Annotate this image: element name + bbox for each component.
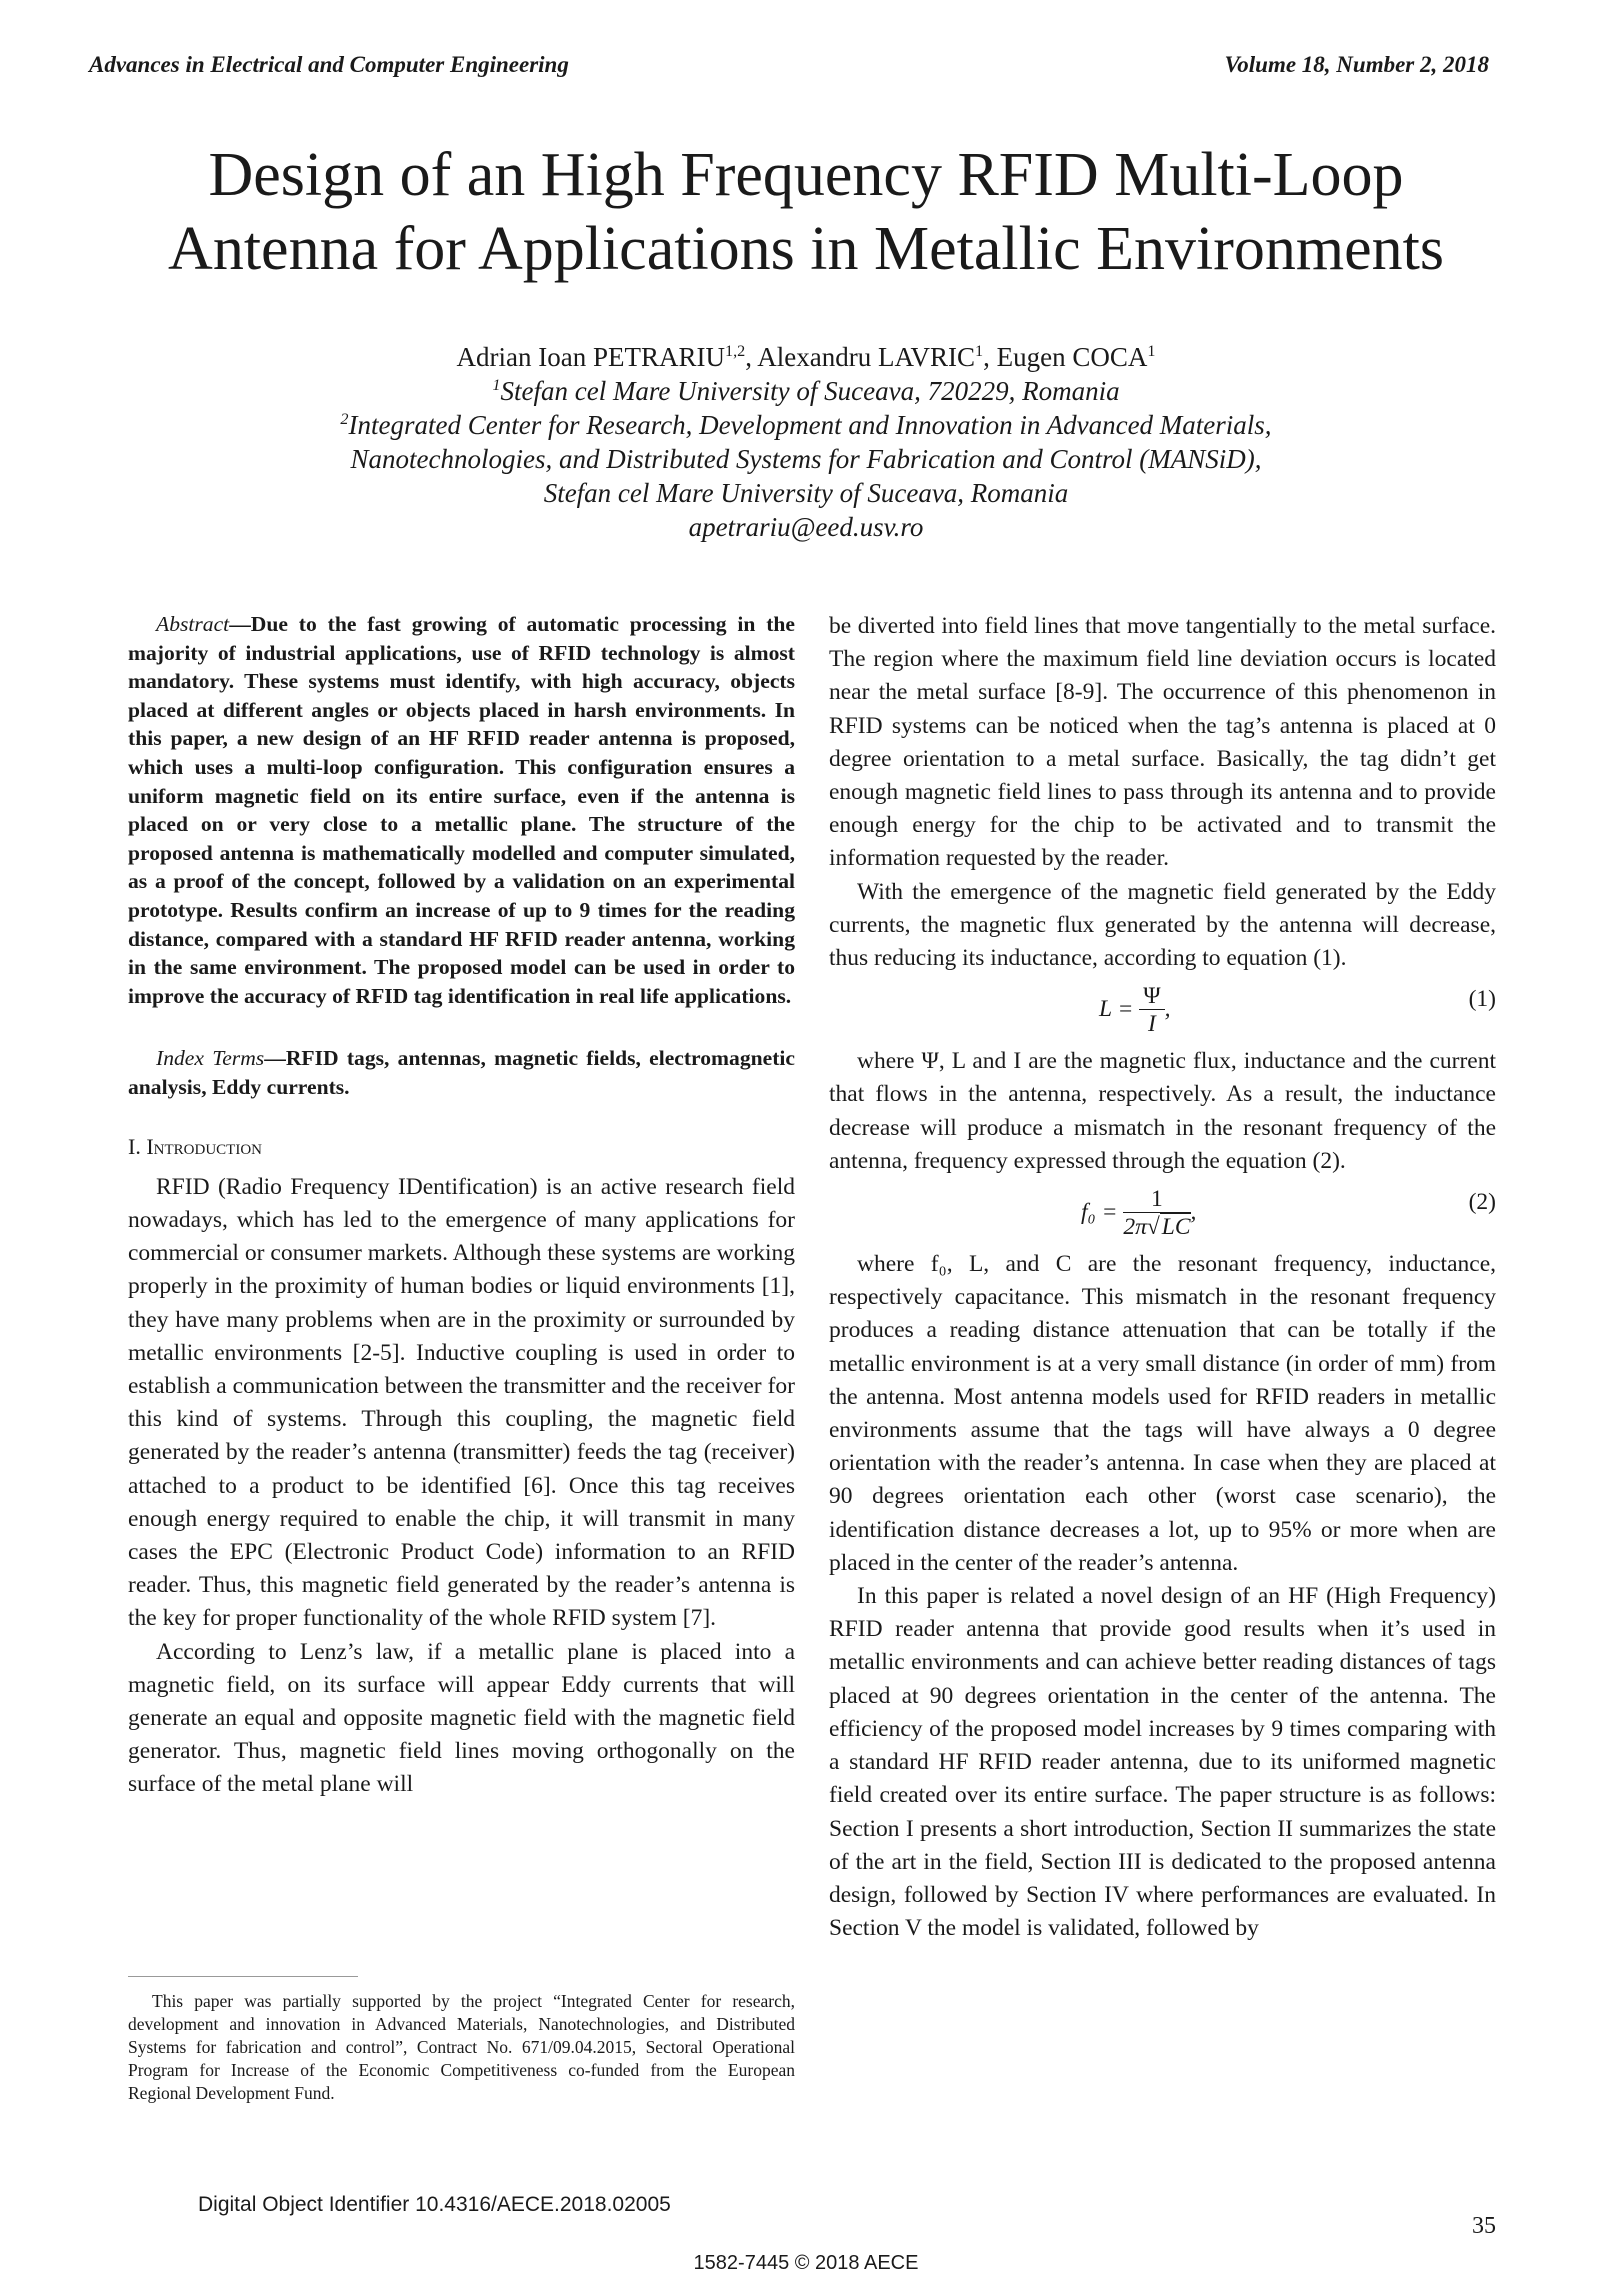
index-terms-text: —RFID tags, antennas, magnetic fields, electromagnetic analysis, Eddy currents. [128,1046,795,1099]
body-paragraph-2: With the emergence of the magnetic field generated by the Eddy currents, the magnetic flux generated by the antenna will decrease, thus reducing its inductance, according to equation (1). [829,878,1496,972]
page-number: 35 [1472,2213,1496,2239]
title-line-1: Design of an High Frequency RFID Multi-Loop [208,141,1404,209]
affiliation-2-line-2: Nanotechnologies, and Distributed Systems for Fabrication and Control (MANSiD), [350,444,1262,474]
equation-1-numerator: Ψ [1139,983,1164,1010]
equation-2 [829,1178,1496,1244]
equation-2-tail: , [1190,1198,1197,1225]
equation-2-numerator: 1 [1123,1186,1190,1213]
title-line-2: Antenna for Applications in Metallic Environments [168,215,1444,283]
equation-1-denominator: I [1148,1011,1156,1038]
section-number: I. [128,1133,141,1159]
volume-info: Volume 18, Number 2, 2018 [1224,52,1489,77]
author-email[interactable]: apetrariu@eed.usv.ro [688,512,924,542]
section-title: Introduction [146,1133,262,1159]
affiliation-1 [0,374,1612,408]
abstract [128,610,795,1010]
author-3: , Eugen COCA [983,342,1148,372]
intro-paragraph-2: According to Lenz’s law, if a metallic plane is placed into a magnetic field, on its surface will appear Eddy currents that will generate an equal and opposite magnetic field with the magnetic field generator. Thus, magnetic field lines moving orthogonally on the surface of the metal plane will [128,1638,795,1798]
affiliation-1-text: Stefan cel Mare University of Suceava, 720229, Romania [500,376,1120,406]
author-2: , Alexandru LAVRIC [745,342,975,372]
equation-1-tail: , [1164,996,1171,1023]
paper-title [0,138,1612,286]
body-paragraph-5: In this paper is related a novel design of an HF (High Frequency) RFID reader antenna that provide good results when it’s used in metallic environments and can achieve better reading distances of tags placed at 90 degrees orientation in the center of the antenna. The efficiency of the proposed model increases by 9 times comparing with a standard HF RFID reader antenna, due to its uniformed magnetic field created over its entire surface. The paper structure is as follows: Section I presents a short introduction, Section II summarizes the state of the art in the field, Section III is dedicated to the proposed antenna design, followed by Section IV where performances are evaluated. In Section V the model is validated, followed by [829,1583,1496,1942]
equation-2-fraction [1123,1186,1190,1241]
left-column [128,610,795,1802]
equation-2-den-prefix: 2π [1123,1214,1147,1241]
affiliation-2-line-1: Integrated Center for Research, Development and Innovation in Advanced Materials, [348,410,1272,440]
equation-1-fraction [1139,983,1164,1038]
funding-footnote: This paper was partially supported by the project “Integrated Center for research, development and innovation in Advanced Materials, Nanotechnologies, and Distributed Systems for fabrication and control”, Contract No. 671/09.04.2015, Sectoral Operational Program for Increase of the Economic Competitiveness co-funded from the European Regional Development Fund. [128,1991,795,2103]
author-block [0,340,1612,544]
doi-identifier[interactable]: Digital Object Identifier 10.4316/AECE.2018.02005 [198,2193,671,2216]
equation-2-lhs: f₀ = [1081,1198,1118,1225]
footnote-divider [128,1976,358,1977]
equation-1 [829,975,1496,1041]
body-paragraph-4: where f₀, L, and C are the resonant frequency, inductance, respectively capacitance. This mismatch in the resonant frequency produces a reading distance attenuation that can be totally if the metallic environment is at a very small distance (in order of mm) from the antenna. Most antenna models used for RFID readers in metallic environments assume that the tags will have always a 0 degree orientation with the reader’s antenna. In case when they are placed at 90 degrees orientation each other (worst case scenario), the identification distance decreases a lot, up to 95% or more when are placed in the center of the reader’s antenna. [829,1251,1496,1576]
affiliation-2 [0,408,1612,442]
index-terms-label: Index Terms [156,1046,265,1071]
index-terms [128,1044,795,1101]
author-1-affil: 1,2 [725,342,746,360]
intro-paragraph-1: RFID (Radio Frequency IDentification) is an active research field nowadays, which has led to the emergence of many applications for commercial or consumer markets. Although these systems are working properly in the proximity of human bodies or liquid environments [1], they have many problems when are in the proximity or surrounded by metallic environments [2-5]. Inductive coupling is used in order to establish a communication between the transmitter and the receiver for this kind of systems. Through this coupling, the magnetic field generated by the reader’s antenna (transmitter) feeds the tag (receiver) attached to a product to be identified [6]. Once this tag receives enough energy required to enable the chip, it will transmit in many cases the EPC (Electronic Product Code) information to an RFID reader. Thus, this magnetic field generated by the reader’s antenna is the key for proper functionality of the whole RFID system [7]. [128,1173,795,1632]
equation-2-body [1081,1186,1196,1241]
equation-2-label: (2) [1468,1189,1496,1216]
author-3-affil: 1 [1147,342,1156,360]
body-paragraph-1: be diverted into field lines that move tangentially to the metal surface. The region where the maximum field line deviation occurs is located near the metal surface [8-9]. The occurrence of this phenomenon in RFID systems can be noticed when the tag’s antenna is placed at 0 degree orientation to a metal surface. Basically, the tag didn’t get enough magnetic field lines to pass through its antenna and to provide enough energy for the chip to be activated and to transmit the information requested by the reader. [829,613,1496,872]
author-2-affil: 1 [975,342,984,360]
equation-1-body [1099,983,1170,1038]
equation-1-label: (1) [1468,986,1496,1013]
equation-2-radicand: LC [1161,1214,1191,1241]
abstract-text: —Due to the fast growing of automatic processing in the majority of industrial applications, use of RFID technology is almost mandatory. These systems must identify, with high accuracy, objects placed at different angles or objects placed in harsh environments. In this paper, a new design of an HF RFID reader antenna is proposed, which uses a multi-loop configuration. This configuration ensures a uniform magnetic field on its entire surface, even if the antenna is placed on or very close to a metallic plane. The structure of the proposed antenna is mathematically modelled and computer simulated, as a proof of the concept, followed by a validation on an experimental prototype. Results confirm an increase of up to 9 times for the reading distance, compared with a standard HF RFID reader antenna, working in the same environment. The proposed model can be used in order to improve the accuracy of RFID tag identification in real life applications. [128,612,795,1008]
right-column [829,610,1496,1945]
author-list [0,340,1612,374]
issn-copyright: 1582-7445 © 2018 AECE [693,2252,919,2274]
equation-1-lhs: L = [1099,996,1134,1023]
journal-name: Advances in Electrical and Computer Engineering [89,52,569,77]
affiliation-2-line-3: Stefan cel Mare University of Suceava, Romania [543,478,1069,508]
equation-2-denominator: 2π√LC [1123,1214,1191,1241]
affiliation-1-mark: 1 [492,376,501,394]
author-1: Adrian Ioan PETRARIU [456,342,726,372]
affiliation-2-mark: 2 [340,410,349,428]
abstract-label: Abstract [156,612,230,636]
section-heading-introduction [128,1130,795,1163]
body-paragraph-3: where Ψ, L and I are the magnetic flux, inductance and the current that flows in the antenna, respectively. As a result, the inductance decrease will produce a mismatch in the resonant frequency of the antenna, frequency expressed through the equation (2). [829,1048,1496,1174]
